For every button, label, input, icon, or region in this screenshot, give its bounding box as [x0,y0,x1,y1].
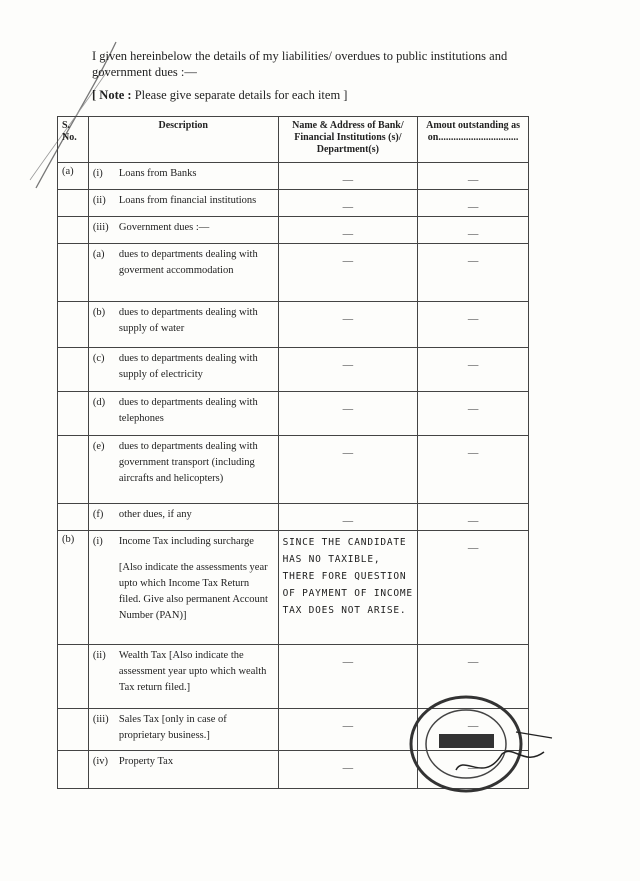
row-name-address: — [278,436,418,504]
header-sno: S. No. [58,117,89,163]
notary-stamp [404,692,554,797]
row-item-text [119,220,209,236]
row-item-number: (f) [92,509,104,520]
note-label: [ Note : [92,88,132,102]
table-row [58,392,529,436]
row-sno [58,392,89,436]
row-name-address: — [278,645,418,709]
row-item-text [119,395,274,427]
row-description [88,217,278,244]
row-name-address: — [278,163,418,190]
row-amount: — [418,244,529,302]
row-description [88,348,278,392]
row-sno [58,504,89,531]
row-sno [58,302,89,348]
table-row [58,163,529,190]
row-name-address: — [278,348,418,392]
row-item-text [119,507,192,523]
row-item-number: (ii) [92,650,106,661]
row-text: Sales Tax [only in case of proprietary business.] [118,714,227,741]
table-row [58,302,529,348]
row-amount: — [418,709,529,751]
row-name-address: — [278,217,418,244]
table-row [58,436,529,504]
row-text: dues to departments dealing with government transport (including aircrafts and helicopters) [118,441,258,484]
row-amount: — [418,348,529,392]
row-name-address: — [278,392,418,436]
row-sno [58,217,89,244]
row-amount: — [418,302,529,348]
header-description: Description [88,117,278,163]
row-text: dues to departments dealing with supply of electricity [118,353,258,380]
row-description [88,531,278,645]
row-sno [58,709,89,751]
liabilities-table [57,116,529,789]
row-description [88,302,278,348]
row-item-number: (d) [92,397,106,408]
row-description [88,504,278,531]
row-amount: — [418,392,529,436]
row-text: Wealth Tax [Also indicate the assessment year upto which wealth Tax return filed.] [118,650,267,693]
row-item-number: (b) [92,307,106,318]
row-amount: — [418,436,529,504]
row-amount: — [418,504,529,531]
table-row [58,348,529,392]
row-description [88,190,278,217]
row-item-text [119,712,274,744]
row-item-number: (iii) [92,222,109,233]
row-item-text [119,193,256,209]
row-sno [58,436,89,504]
header-name-address: Name & Address of Bank/ Financial Institutions (s)/ Department(s) [278,117,418,163]
row-item-text [119,754,173,770]
row-item-number: (ii) [92,195,106,206]
row-sno [58,645,89,709]
row-name-address: — [278,190,418,217]
row-amount: — [418,163,529,190]
row-text: other dues, if any [118,509,192,520]
row-description [88,751,278,789]
row-amount: — [418,751,529,789]
table-row [58,217,529,244]
row-item-text [119,305,274,337]
row-text: Loans from Banks [118,168,197,179]
row-item-number: (iii) [92,714,109,725]
row-description [88,244,278,302]
row-text: Government dues :— [118,222,210,233]
row-sno [58,190,89,217]
row-sno: (a) [58,163,89,190]
row-sno: (b) [58,531,89,645]
row-sno [58,244,89,302]
row-item-number: (e) [92,441,105,452]
row-amount: — [418,190,529,217]
row-item-text [119,247,274,279]
row-item-text [119,351,274,383]
row-name-address: — [278,709,418,751]
header-amount: Amout outstanding as on................................ [418,117,529,163]
row-name-address: — [278,244,418,302]
row-sno [58,751,89,789]
note-text: Please give separate details for each item ] [134,88,348,102]
row-item-number: (a) [92,249,105,260]
row-sno [58,348,89,392]
row-amount: — [418,531,529,645]
row-item-number: (i) [92,536,103,547]
row-item-text [119,648,274,696]
row-name-address: — [278,751,418,789]
row-description [88,163,278,190]
row-text: dues to departments dealing with supply of water [118,307,258,334]
row-description [88,709,278,751]
table-row [58,244,529,302]
row-item-number: (iv) [92,756,109,767]
row-amount: — [418,645,529,709]
row-text-note: [Also indicate the assessments year upto which Income Tax Return filed. Give also permanent Account Number (PAN)] [118,562,268,621]
handwritten-remark: SINCE THE CANDIDATE HAS NO TAXIBLE, THERE FORE QUESTION OF PAYMENT OF INCOME TAX DOES NOT ARISE. [278,531,418,645]
intro-paragraph: I given hereinbelow the details of my liabilities/ overdues to public institutions and government dues :— [92,49,508,79]
row-text: dues to departments dealing with telephones [118,397,258,424]
row-item-number: (i) [92,168,103,179]
row-text: Property Tax [118,756,174,767]
table-row [58,190,529,217]
row-description [88,392,278,436]
row-item-text [119,534,274,624]
row-description [88,645,278,709]
row-name-address: — [278,302,418,348]
table-row [58,504,529,531]
row-item-number: (c) [92,353,105,364]
row-text: Loans from financial institutions [118,195,257,206]
row-text: dues to departments dealing with goverment accommodation [118,249,258,276]
row-amount: — [418,217,529,244]
row-name-address: — [278,504,418,531]
table-row [58,531,529,645]
row-item-text [119,439,274,487]
table-header-row [58,117,529,163]
row-description [88,436,278,504]
row-text: Income Tax including surcharge [118,536,254,547]
note-line [92,88,347,103]
row-item-text [119,166,197,182]
